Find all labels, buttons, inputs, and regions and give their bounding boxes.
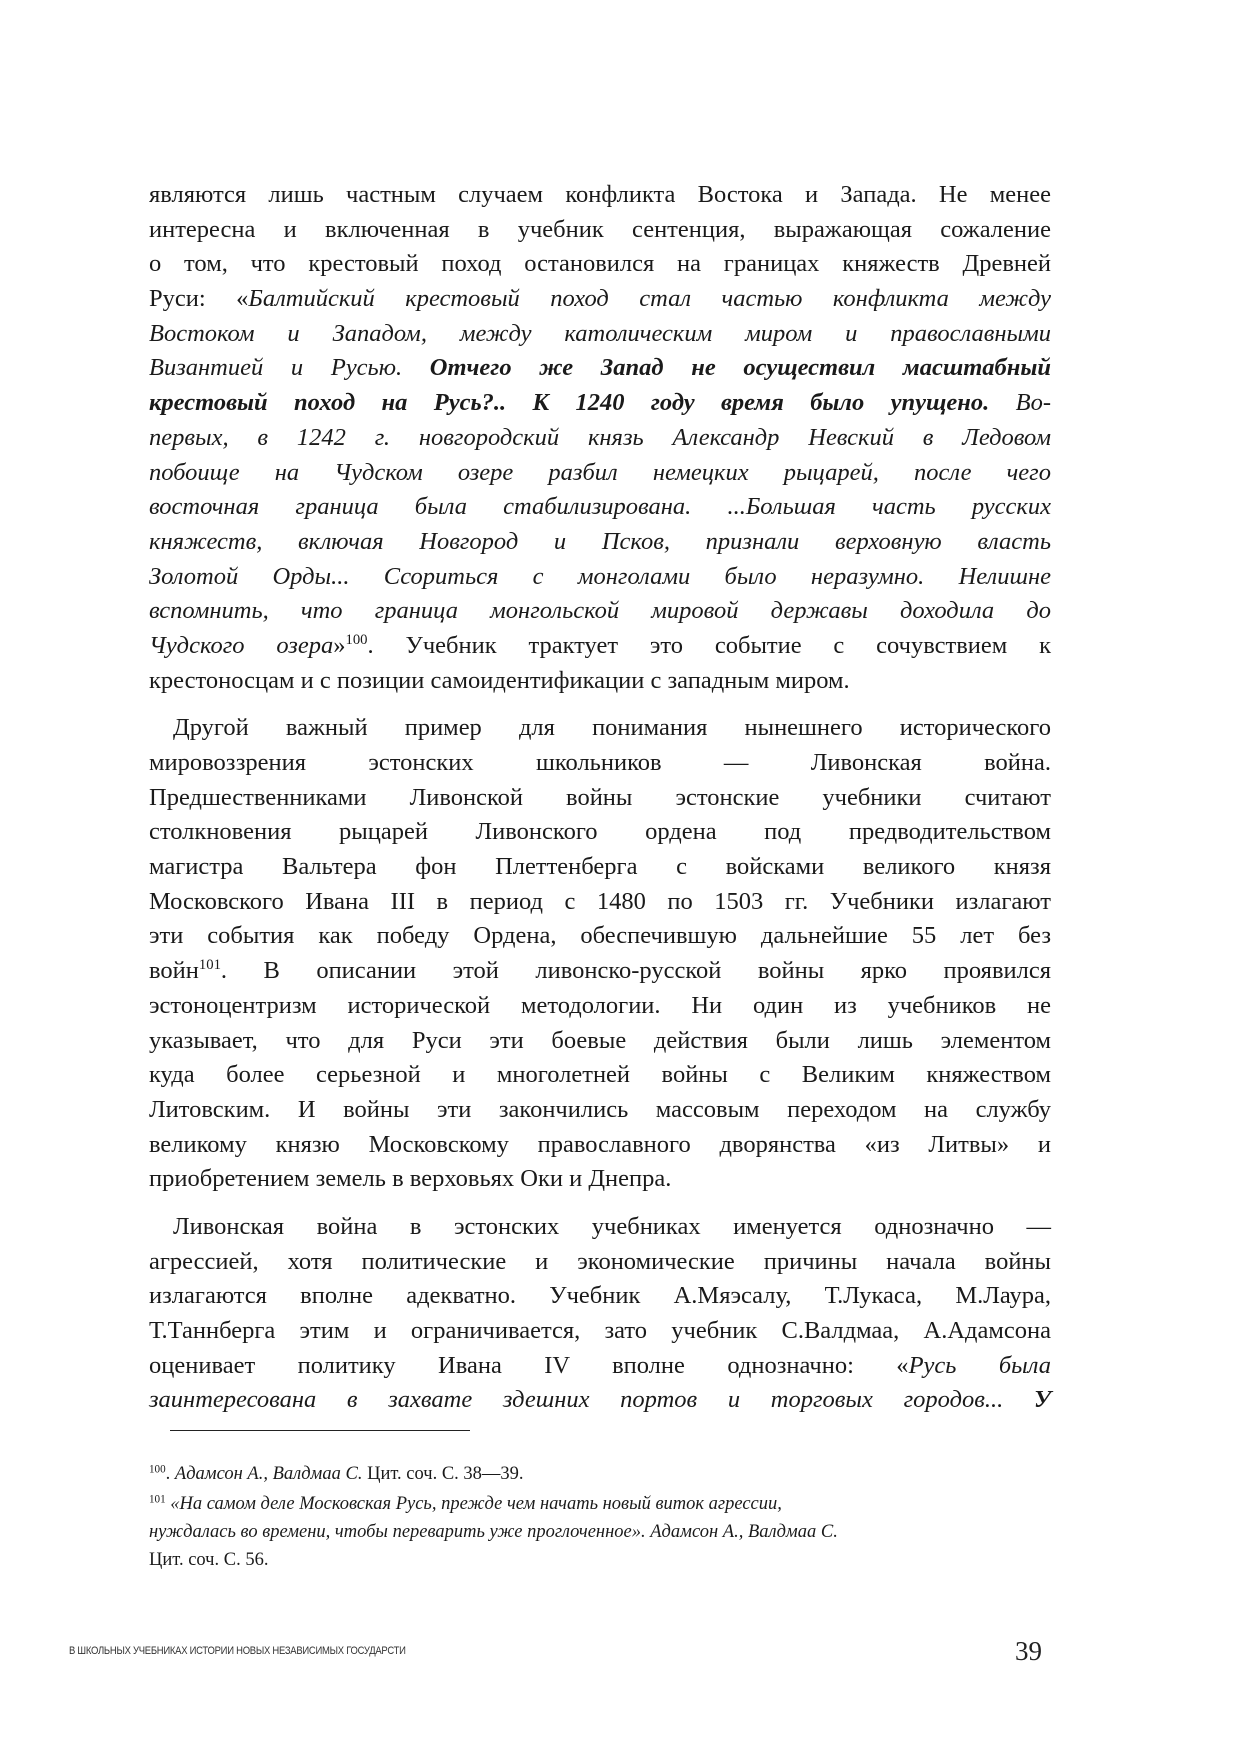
paragraph (149, 178, 1051, 698)
text-run: Предшественниками Ливонской войны эстонские учебники считают (149, 783, 1051, 811)
text-line (149, 1279, 1051, 1314)
text-run: войн (149, 957, 199, 985)
text-run: Цит. соч. С. 38—39. (362, 1464, 524, 1484)
text-line (149, 178, 1051, 213)
text-run: Литовским. И войны эти закончились массовым переходом на службу (149, 1095, 1051, 1123)
text-line (149, 746, 1051, 781)
text-line (149, 1490, 1069, 1518)
text-run: Т.Таннберга этим и ограничивается, зато учебник С.Валдмаа, А.Адамсона (149, 1317, 1051, 1344)
text-line (149, 815, 1051, 850)
main-text (149, 178, 1051, 1431)
footnote-reference: 100 (149, 1463, 166, 1476)
text-line (149, 850, 1051, 885)
text-run: Русь была (908, 1351, 1052, 1379)
text-run: являются лишь частным случаем конфликта Востока и Запада. Не менее (149, 181, 1051, 208)
text-line (149, 456, 1051, 491)
text-line (149, 954, 1051, 989)
text-line (149, 1093, 1051, 1128)
text-run: указывает, что для Руси эти боевые действия были лишь элементом (149, 1026, 1051, 1054)
text-line (149, 885, 1051, 920)
text-run: «На самом деле Московская Русь, прежде чем начать новый виток агрессии, (165, 1494, 782, 1514)
text-line (149, 1162, 1051, 1197)
text-run: излагаются вполне адекватно. Учебник А.Мяэсалу, Т.Лукаса, М.Лаура, (149, 1282, 1051, 1310)
text-run: интересна и включенная в учебник сентенция, выражающая сожаление (149, 215, 1051, 243)
text-line (149, 1245, 1051, 1280)
text-run: эти события как победу Ордена, обеспечившую дальнейшие 55 лет без (149, 922, 1051, 950)
text-line (149, 1314, 1051, 1349)
text-line (149, 989, 1051, 1024)
text-line (149, 386, 1051, 421)
paragraph (149, 711, 1051, 1197)
text-run: Востоком и Западом, между католическим миром и православными (149, 319, 1051, 347)
text-line (149, 629, 1051, 664)
text-line (149, 247, 1051, 282)
text-run: побоище на Чудском озере разбил немецких рыцарей, после чего (149, 458, 1051, 486)
text-run: великому князю Московскому православного дворянства «из Литвы» и (149, 1130, 1051, 1158)
text-run: о том, что крестовый поход остановился на границах княжеств Древней (149, 250, 1051, 278)
text-line (149, 1128, 1051, 1163)
page-number: 39 (1015, 1636, 1042, 1666)
text-line (149, 490, 1051, 525)
running-footer-title: В ШКОЛЬНЫХ УЧЕБНИКАХ ИСТОРИИ НОВЫХ НЕЗАВИСИМЫХ ГОСУДАРСТИ (69, 1645, 406, 1657)
text-run: . (165, 1464, 175, 1484)
text-line (149, 525, 1051, 560)
text-line (149, 1383, 1051, 1418)
text-line (149, 594, 1051, 629)
text-run: Адамсон А., Валдмаа С. (174, 1464, 363, 1484)
text-run: первых, в 1242 г. новгородский князь Александр Невский в Ледовом (149, 423, 1051, 451)
text-run: крестоносцам и с позиции самоидентификации с западным миром. (149, 666, 850, 694)
text-run: Чудского озера (149, 631, 334, 659)
text-run: » (333, 631, 346, 659)
footnote-reference: 101 (198, 957, 221, 974)
text-line (149, 351, 1051, 386)
text-run: столкновения рыцарей Ливонского ордена под предводительством (149, 818, 1051, 846)
paragraph (149, 1210, 1051, 1418)
text-run: нуждалась во времени, чтобы переварить уже проглоченное». Адамсон А., Валдмаа С. (149, 1522, 838, 1542)
text-line (149, 1024, 1051, 1059)
footnote-separator (170, 1430, 470, 1431)
text-run: Московского Ивана III в период с 1480 по 1503 гг. Учебники излагают (149, 887, 1051, 915)
text-line (149, 1546, 1069, 1574)
text-run: У (1033, 1386, 1051, 1414)
text-run: Руси: « (149, 285, 249, 313)
text-line (149, 711, 1051, 746)
text-run: мировоззрения эстонских школьников — Ливонская война. (149, 749, 1051, 776)
footnote-reference: 101 (149, 1493, 166, 1506)
text-line (149, 781, 1051, 816)
footnote-reference: 100 (345, 632, 368, 649)
text-line (149, 919, 1051, 954)
text-run: куда более серьезной и многолетней войны с Великим княжеством (149, 1061, 1051, 1089)
text-run: восточная граница была стабилизирована. ...Большая часть русских (149, 493, 1051, 521)
text-run: Ливонская война в эстонских учебниках именуется однозначно — (173, 1212, 1051, 1240)
text-line (149, 1349, 1051, 1384)
text-line (149, 1058, 1051, 1093)
footnote (149, 1460, 1069, 1488)
text-line (149, 1518, 1069, 1546)
text-run: заинтересована в захвате здешних портов и торговых городов... (149, 1386, 1034, 1414)
text-run: магистра Вальтера фон Плеттенберга с войсками великого князя (149, 853, 1051, 881)
text-line (149, 1210, 1051, 1245)
footnotes (149, 1460, 1069, 1576)
text-line (149, 421, 1051, 456)
text-line (149, 213, 1051, 248)
text-run: приобретением земель в верховьях Оки и Днепра. (149, 1165, 672, 1193)
text-line (149, 317, 1051, 352)
text-run: вспомнить, что граница монгольской мировой державы доходила до (149, 597, 1051, 625)
text-run: княжеств, включая Новгород и Псков, признали верховную власть (149, 527, 1051, 555)
text-run: Золотой Орды... Ссориться с монголами было неразумно. Нелишне (149, 562, 1051, 590)
text-run: Византией и Русью. (149, 354, 430, 382)
text-run: Цит. соч. С. 56. (149, 1550, 269, 1570)
text-run: Балтийский крестовый поход стал частью конфликта между (248, 285, 1052, 313)
text-run: оценивает политику Ивана IV вполне однозначно: « (149, 1351, 909, 1379)
text-line (149, 1460, 1069, 1488)
footnote (149, 1490, 1069, 1574)
text-run: эстоноцентризм исторической методологии. Ни один из учебников не (149, 991, 1051, 1019)
text-run: . Учебник трактует это событие с сочувствием к (367, 631, 1051, 659)
text-run: Другой важный пример для понимания нынешнего исторического (173, 714, 1051, 742)
text-line (149, 664, 1051, 699)
text-line (149, 560, 1051, 595)
text-run: крестовый поход на Русь?.. К 1240 году время было упущено. (149, 389, 990, 417)
text-run: . В описании этой ливонско-русской войны ярко проявился (220, 957, 1051, 985)
text-line (149, 282, 1051, 317)
text-run: агрессией, хотя политические и экономические причины начала войны (149, 1247, 1051, 1275)
text-run: Отчего же Запад не осуществил масштабный (429, 354, 1051, 382)
text-run: Во- (989, 389, 1052, 417)
